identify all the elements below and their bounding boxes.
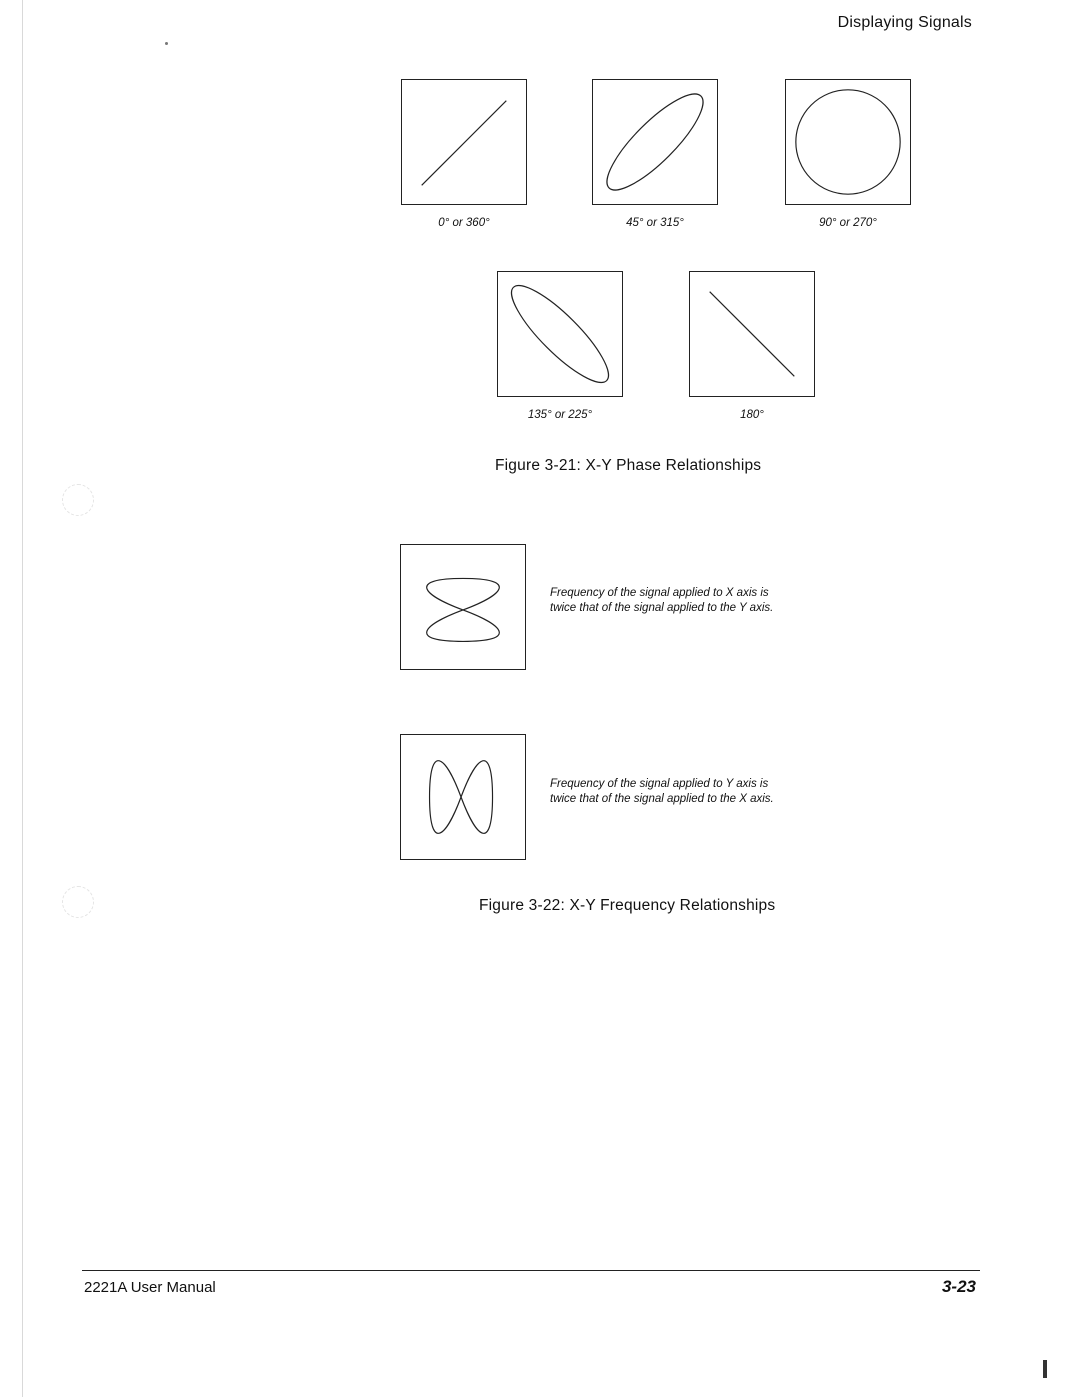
phase-180-scope	[689, 271, 815, 397]
description-line: Frequency of the signal applied to X axis is	[550, 587, 769, 599]
edge-mark	[1043, 1360, 1047, 1378]
phase-135-225-scope	[497, 271, 623, 397]
phase-caption: 0° or 360°	[438, 217, 490, 229]
phase-90-270-scope	[785, 79, 911, 205]
punch-hole-mark	[62, 886, 94, 918]
phase-caption: 180°	[740, 409, 764, 421]
phase-caption: 135° or 225°	[527, 409, 593, 421]
frequency-y-double-scope	[400, 734, 526, 860]
frequency-x-double-scope	[400, 544, 526, 670]
line-descending-trace	[690, 272, 814, 396]
line-ascending-trace	[402, 80, 526, 204]
manual-title: 2221A User Manual	[84, 1279, 216, 1296]
description-line: Frequency of the signal applied to Y axis is	[550, 778, 769, 790]
description-line: twice that of the signal applied to the Y axis.	[550, 602, 774, 614]
frequency-x-description	[550, 586, 860, 616]
phase-caption: 45° or 315°	[626, 217, 684, 229]
punch-hole-mark	[62, 484, 94, 516]
frequency-y-description	[550, 777, 860, 807]
margin-rule	[22, 0, 23, 1397]
horizontal-figure-eight-trace	[401, 545, 525, 669]
vertical-figure-eight-trace	[401, 735, 525, 859]
phase-45-315-scope	[592, 79, 718, 205]
ellipse-descending-trace	[498, 272, 622, 396]
circle-trace	[786, 80, 910, 204]
phase-0-360-scope	[401, 79, 527, 205]
phase-caption: 90° or 270°	[819, 217, 877, 229]
section-header: Displaying Signals	[837, 14, 972, 31]
footer-rule	[82, 1270, 980, 1271]
description-line: twice that of the signal applied to the X axis.	[550, 793, 774, 805]
figure-3-22-title: Figure 3-22: X-Y Frequency Relationships	[479, 897, 776, 914]
page-number: 3-23	[941, 1277, 976, 1296]
ellipse-ascending-trace	[593, 80, 717, 204]
scan-speck	[165, 42, 168, 45]
figure-3-21-title: Figure 3-21: X-Y Phase Relationships	[495, 457, 762, 474]
